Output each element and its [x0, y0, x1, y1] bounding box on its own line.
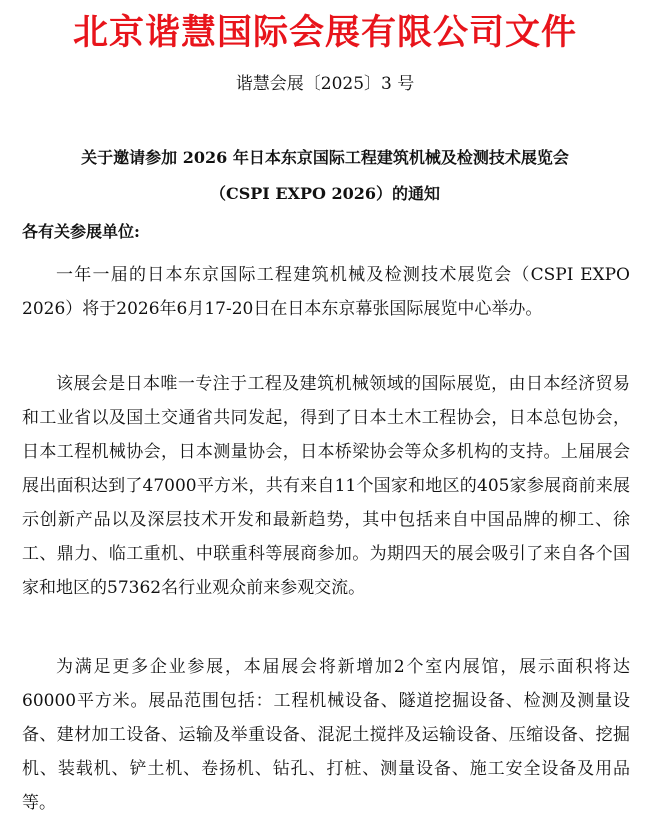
body-paragraph: 一年一届的日本东京国际工程建筑机械及检测技术展览会（CSPI EXPO 2026）将于2026年6月17-20日在日本东京幕张国际展览中心举办。	[22, 265, 630, 319]
letterhead-title: 北京谐慧国际会展有限公司文件	[72, 13, 577, 53]
body-paragraph: 该展会是日本唯一专注于工程及建筑机械领域的国际展览，由日本经济贸易和工业省以及国土交通省共同发起，得到了日本土木工程协会，日本总包协会，日本工程机械协会，日本测量协会，日本桥梁协会等众多机构的支持。上届展会展出面积达到了47000平方米，共有来自11个国家和地区的405家参展商前来展示创新产品以及深层技术开发和最新趋势，其中包括来自中国品牌的柳工、徐工、鼎力、临工重机、中联重科等展商参加。为期四天的展会吸引了来自各个国家和地区的57362名行业观众前来参观交流。	[22, 374, 630, 598]
body-paragraph: 为满足更多企业参展，本届展会将新增加2个室内展馆，展示面积将达60000平方米。展品范围包括：工程机械设备、隧道挖掘设备、检测及测量设备、建材加工设备、运输及举重设备、混泥土搅拌及运输设备、压缩设备、挖掘机、装载机、铲土机、卷扬机、钻孔、打桩、测量设备、施工安全设备及用品等。	[22, 657, 630, 813]
notice-title-line-2: （CSPI EXPO 2026）的通知	[209, 184, 441, 203]
notice-title-line-1: 关于邀请参加 2026 年日本东京国际工程建筑机械及检测技术展览会	[81, 148, 569, 167]
salutation: 各有关参展单位:	[22, 222, 140, 241]
document-number: 谐慧会展〔2025〕3 号	[235, 74, 415, 94]
